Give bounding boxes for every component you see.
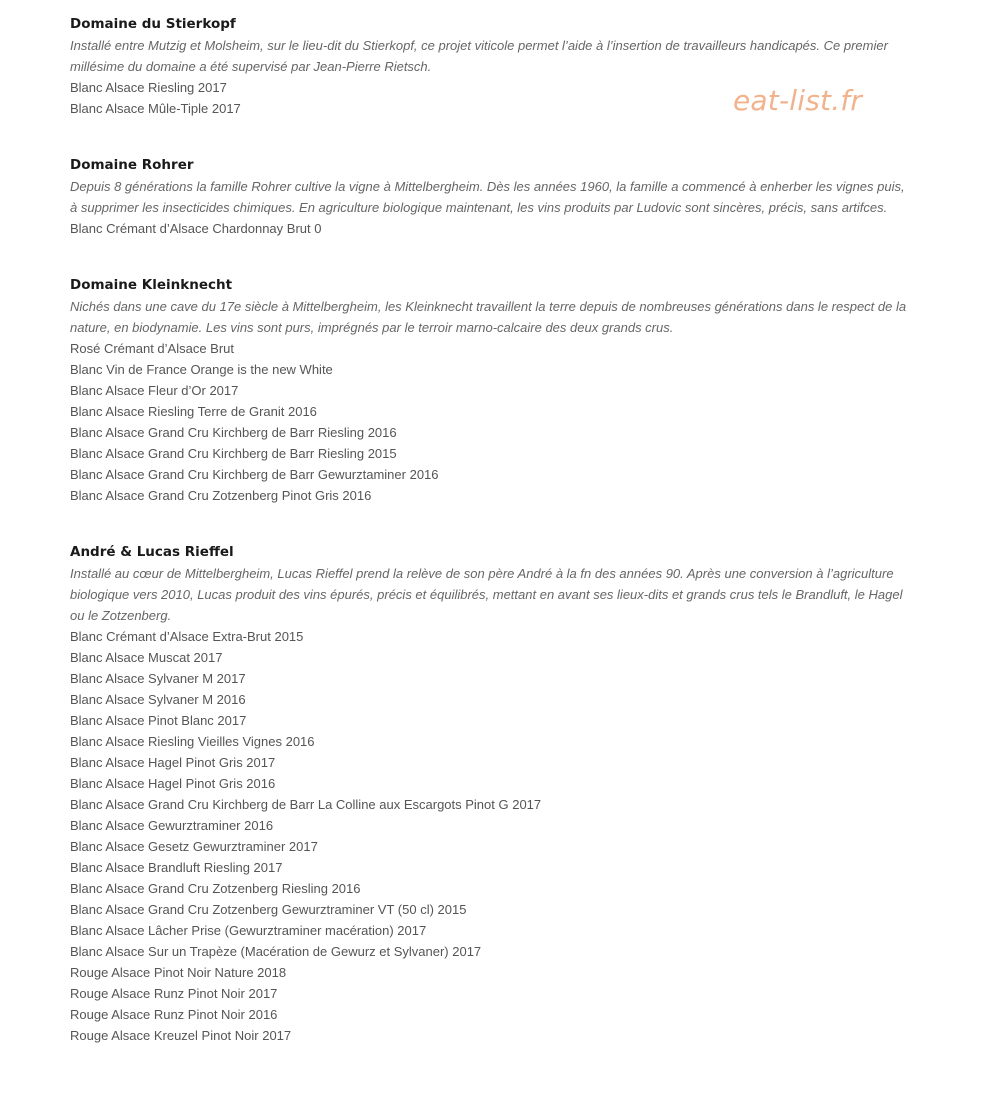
domain-section-rohrer — [70, 155, 910, 239]
domain-section-rieffel — [70, 542, 910, 1046]
domain-description: Installé entre Mutzig et Molsheim, sur le lieu-dit du Stierkopf, ce projet viticole permet l’aide à l’insertion de travailleurs handicapés. Ce premier millésime du domaine a été supervisé par Jean-Pierre Rietsch. — [70, 38, 888, 74]
wine-list — [70, 626, 910, 1046]
wine-list — [70, 218, 910, 239]
wine-list-document — [70, 14, 910, 1082]
domain-title: Domaine Kleinknecht — [70, 277, 233, 293]
wine-item: Blanc Vin de France Orange is the new White — [70, 362, 333, 377]
wine-item: Rouge Alsace Pinot Noir Nature 2018 — [70, 965, 287, 980]
wine-item: Rouge Alsace Runz Pinot Noir 2017 — [70, 986, 278, 1001]
domain-description: Installé au cœur de Mittelbergheim, Lucas Rieffel prend la relève de son père André à la fn des années 90. Après une conversion à l’agriculture biologique vers 2010, Lucas produit des vins épurés, précis et équilibrés, mettant en avant ses lieux-dits et grands crus tels le Brandluft, le Hagel ou le Zotzenberg. — [70, 566, 903, 623]
wine-item: Blanc Alsace Grand Cru Zotzenberg Gewurztraminer VT (50 cl) 2015 — [70, 902, 467, 917]
wine-item: Rouge Alsace Kreuzel Pinot Noir 2017 — [70, 1028, 292, 1043]
wine-item: Blanc Alsace Muscat 2017 — [70, 650, 223, 665]
wine-item: Blanc Alsace Grand Cru Kirchberg de Barr Riesling 2016 — [70, 425, 397, 440]
wine-item: Blanc Alsace Grand Cru Kirchberg de Barr Gewurztaminer 2016 — [70, 467, 439, 482]
wine-item: Rosé Crémant d’Alsace Brut — [70, 341, 235, 356]
wine-item: Blanc Alsace Gesetz Gewurztraminer 2017 — [70, 839, 318, 854]
domain-title: Domaine Rohrer — [70, 157, 194, 173]
wine-item: Blanc Alsace Pinot Blanc 2017 — [70, 713, 247, 728]
wine-item: Blanc Alsace Riesling 2017 — [70, 80, 227, 95]
wine-item: Blanc Alsace Riesling Vieilles Vignes 2016 — [70, 734, 315, 749]
domain-description: Nichés dans une cave du 17e siècle à Mittelbergheim, les Kleinknecht travaillent la terre depuis de nombreuses générations dans le respect de la nature, en biodynamie. Les vins sont purs, imprégnés par le terroir marno-calcaire des deux grands crus. — [70, 299, 907, 335]
wine-item: Blanc Alsace Sur un Trapèze (Macération de Gewurz et Sylvaner) 2017 — [70, 944, 482, 959]
wine-item: Blanc Alsace Fleur d’Or 2017 — [70, 383, 239, 398]
wine-item: Blanc Alsace Sylvaner M 2016 — [70, 692, 246, 707]
wine-item: Blanc Alsace Grand Cru Zotzenberg Riesling 2016 — [70, 881, 361, 896]
wine-item: Blanc Alsace Grand Cru Zotzenberg Pinot Gris 2016 — [70, 488, 372, 503]
wine-item: Rouge Alsace Runz Pinot Noir 2016 — [70, 1007, 278, 1022]
wine-item: Blanc Crémant d’Alsace Chardonnay Brut 0 — [70, 221, 322, 236]
wine-item: Blanc Alsace Grand Cru Kirchberg de Barr La Colline aux Escargots Pinot G 2017 — [70, 797, 542, 812]
wine-item: Blanc Alsace Mûle-Tiple 2017 — [70, 101, 241, 116]
wine-item: Blanc Crémant d’Alsace Extra-Brut 2015 — [70, 629, 304, 644]
domain-title: Domaine du Stierkopf — [70, 16, 236, 32]
wine-item: Blanc Alsace Hagel Pinot Gris 2016 — [70, 776, 276, 791]
wine-item: Blanc Alsace Gewurztraminer 2016 — [70, 818, 274, 833]
domain-title: André & Lucas Rieffel — [70, 544, 234, 560]
wine-item: Blanc Alsace Brandluft Riesling 2017 — [70, 860, 283, 875]
wine-list — [70, 338, 910, 506]
wine-item: Blanc Alsace Sylvaner M 2017 — [70, 671, 246, 686]
domain-description: Depuis 8 générations la famille Rohrer cultive la vigne à Mittelbergheim. Dès les années 1960, la famille a commencé à enherber les vignes puis, à supprimer les insecticides chimiques. En agriculture biologique maintenant, les vins produits par Ludovic sont sincères, précis, sans artifces. — [70, 179, 905, 215]
domain-section-kleinknecht — [70, 275, 910, 506]
wine-item: Blanc Alsace Riesling Terre de Granit 2016 — [70, 404, 317, 419]
wine-item: Blanc Alsace Grand Cru Kirchberg de Barr Riesling 2015 — [70, 446, 397, 461]
wine-item: Blanc Alsace Lâcher Prise (Gewurztraminer macération) 2017 — [70, 923, 427, 938]
watermark-logo: eat-list.fr — [733, 84, 863, 117]
wine-item: Blanc Alsace Hagel Pinot Gris 2017 — [70, 755, 276, 770]
